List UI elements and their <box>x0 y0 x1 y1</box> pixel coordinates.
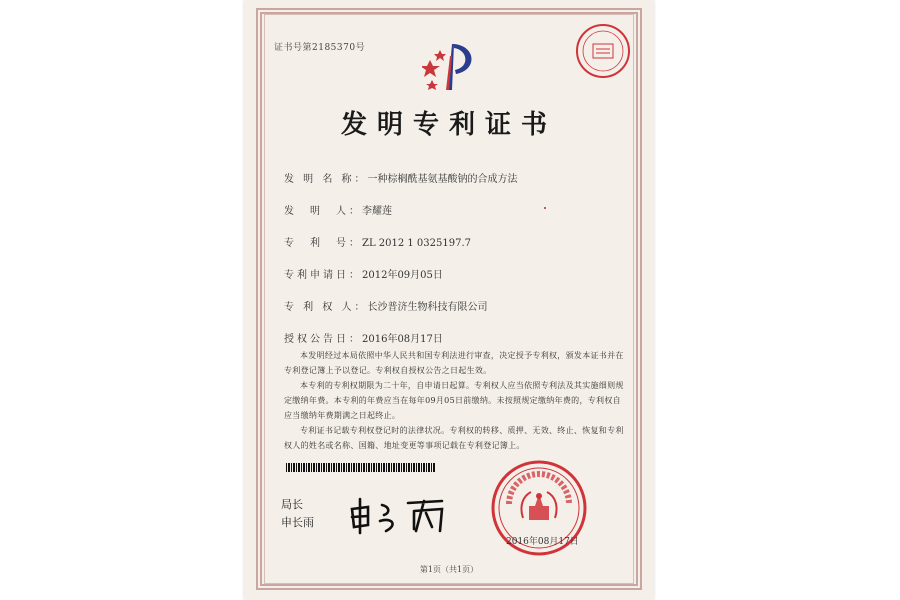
handwritten-signature-icon <box>346 495 456 535</box>
field-value: 2012年09月05日 <box>362 270 443 281</box>
page-number: 第1页（共1页） <box>419 565 479 574</box>
field-label: 专利申请日： <box>284 270 362 281</box>
field-value: 一种棕榈酰基氨基酸钠的合成方法 <box>367 174 518 185</box>
field-label: 发 明 名 称： <box>284 174 368 185</box>
page-title: 发明专利证书 <box>340 110 557 140</box>
field-filing-date <box>284 266 443 281</box>
field-value: 长沙普济生物科技有限公司 <box>367 302 488 313</box>
signatory-name: 申长雨 <box>281 516 314 529</box>
certificate-body <box>284 348 624 453</box>
seal-date: 2016年08月17日 <box>506 537 579 547</box>
field-value: 2016年08月17日 <box>362 334 443 345</box>
field-label: 专 利 权 人： <box>284 302 368 313</box>
certificate-page <box>244 0 654 600</box>
body-paragraph: 本发明经过本局依照中华人民共和国专利法进行审查，决定授予专利权，颁发本证书并在专利登记簿上予以登记。专利权自授权公告之日起生效。 <box>284 351 624 375</box>
field-value: 李耀莲 <box>362 206 392 217</box>
field-patent-number <box>284 234 471 249</box>
field-invention-name <box>284 170 518 185</box>
ink-dot <box>544 207 546 209</box>
field-label: 发 明 人： <box>284 206 362 217</box>
body-paragraph: 本专利的专利权期限为二十年，自申请日起算。专利权人应当依照专利法及其实施细则规定缴纳年费。本专利的年费应当在每年09月05日前缴纳。未按照规定缴纳年费的，专利权自应当缴纳年费期满之日起终止。 <box>284 381 624 420</box>
barcode-icon <box>286 463 436 472</box>
field-grant-date <box>284 330 443 345</box>
patent-office-logo-icon <box>422 36 482 92</box>
field-label: 专 利 号： <box>284 238 362 249</box>
field-value: ZL 2012 1 0325197.7 <box>362 238 472 249</box>
field-patentee <box>284 298 488 313</box>
corner-stamp-icon <box>574 22 632 80</box>
field-inventor <box>284 202 392 217</box>
signatory-title: 局长 <box>281 498 303 511</box>
body-paragraph: 专利证书记载专利权登记时的法律状况。专利权的转移、质押、无效、终止、恢复和专利权人的姓名或名称、国籍、地址变更等事项记载在专利登记簿上。 <box>284 426 624 450</box>
field-label: 授权公告日： <box>284 334 362 345</box>
certificate-number: 证书号第2185370号 <box>274 43 366 53</box>
